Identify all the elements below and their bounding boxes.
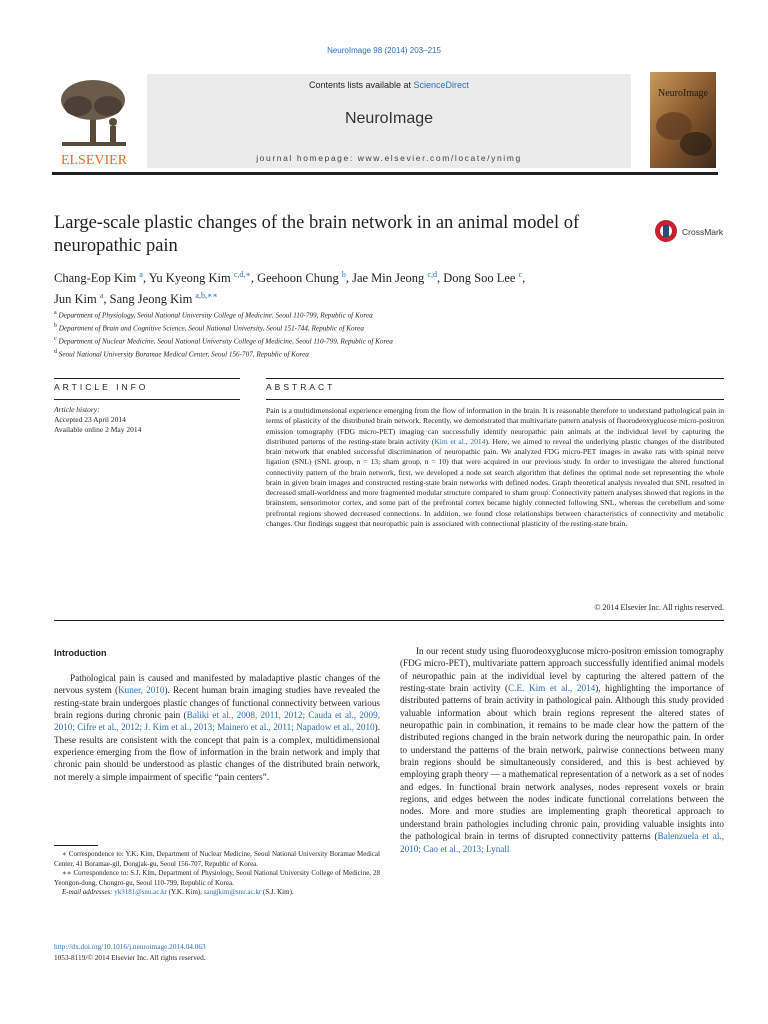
body-text: Pathological pain is caused and manifested by maladaptive plastic changes of the nervous system ( [54, 673, 380, 696]
author-name: Yu Kyeong Kim [148, 271, 231, 286]
author-affiliation-marker[interactable]: a [99, 291, 104, 301]
body-text: ). These results are consistent with the concept that pain is a complex, multidimensional experience emerging from the flow of information in the brain network and imply that chronic pain should be understood as plastic changes of the distributed brain network, not merely a simple impairment of specific “pain centers”. [54, 722, 380, 782]
copyright: © 2014 Elsevier Inc. All rights reserved. [594, 603, 724, 612]
journal-homepage[interactable]: journal homepage: www.elsevier.com/locate/ynimg [256, 153, 522, 163]
affiliation-marker: b [54, 322, 57, 329]
affiliation-marker: c [54, 335, 57, 342]
affiliation-item [54, 308, 654, 321]
author-name: Geehoon Chung [257, 271, 339, 286]
journal-title: NeuroImage [344, 110, 434, 127]
abstract-heading: ABSTRACT [266, 382, 336, 392]
intro-paragraph-2 [400, 645, 724, 855]
body-text: In our recent study using fluorodeoxyglucose micro-positron emission tomography (FDG micro-PET), multivariate pattern approach successfully identified animal models of neuropathic pain at the individual level by capturing the altered pattern of the resting-state brain activity ( [400, 646, 724, 694]
body-text: ). Recent human brain imaging studies have revealed the resting-state brain undergoes plastic changes of functional connectivity between various brain regions during chronic pain ( [54, 685, 381, 721]
author-affiliation-marker[interactable]: c [518, 270, 523, 279]
journal-citation[interactable]: NeuroImage 98 (2014) 203–215 [327, 46, 441, 55]
history-label: Article history: [54, 405, 100, 414]
contents-line [147, 80, 631, 90]
citation-link[interactable]: Kuner, 2010 [118, 685, 165, 696]
author-affiliation-marker[interactable]: c,d [427, 270, 437, 279]
affiliation-item [54, 334, 654, 347]
affiliation-text: Seoul National University Boramae Medical Center, Seoul 156-707, Republic of Korea [57, 350, 309, 359]
doi-block [54, 941, 206, 963]
email-owner-1: (Y.K. Kim), [166, 888, 204, 897]
author-affiliation-marker[interactable]: a,b,∗∗ [195, 291, 218, 301]
footnote-rule [54, 845, 98, 846]
affiliation-text: Department of Nuclear Medicine, Seoul National University College of Medicine, Seoul 110-799, Republic of Korea [56, 337, 393, 346]
accepted-date: Accepted 23 April 2014 [54, 415, 126, 424]
footnote-correspondence-1: ∗ Correspondence to: Y.K. Kim, Department of Nuclear Medicine, Seoul National University Boramae Medical Center, 41 Boramae-gil, Dongjak-gu, Seoul 156-707, Republic of Korea. [54, 850, 380, 868]
journal-cover-image [650, 72, 716, 168]
footnote-correspondence-2: ∗∗ Correspondence to: S.J. Kim, Department of Physiology, Seoul National University College of Medicine, 28 Yeongon-dong, Chongro-gu, Seoul 110-799, Republic of Korea. [54, 869, 380, 887]
affiliation-marker: a [54, 310, 57, 316]
citation-link[interactable]: Balenzuela et al., 2010; Cao et al., 2013; Lynall [400, 831, 724, 854]
online-date: Available online 2 May 2014 [54, 425, 142, 434]
abstract-part-2: ). Here, we aimed to reveal the underlying plastic changes of the distributed brain network that enabled successful discrimination of neuropathic pain. We analyzed FDG micro-PET images in awake rats with spinal nerve ligation (SNL) (SNL group, n = 13; sham group, n = 10) that were acquired in our previous study. In order to investigate the altered functional connectivity pattern of the brain network, first, we developed a node set search algorithm that defines the optimal node set representing the whole brain in given brain images and constructed resting-state brain networks with defined nodes. Graph theoretical analysis revealed that SNL resulted in decreased small-worldness and more fragmented modular structure compared to sham group. Connectivity pattern analyses showed that regions in the brainstem, sensorimotor cortex, and some part of the prefrontal cortex became highly connected following SNL, whereas the cerebellum and some prefrontal regions showed decreased connections. In addition, we found close relationships between characteristics of connectivity and metabolic changes. Our findings suggest that neuropathic pain is associated with connectional plasticity of the resting-state brain. [266, 436, 725, 528]
doi-link[interactable]: http://dx.doi.org/10.1016/j.neuroimage.2014.04.063 [54, 942, 206, 951]
crossmark-badge[interactable] [652, 216, 732, 246]
abstract-part-1: Pain is a multidimensional experience emerging from the flow of information in the brain. It is reasonable therefore to understand pathological pain in terms of plasticity of the distributed brain network. Recently, we demonstrated that multivariate pattern analysis of fluorodeoxyglucose micro-positron emission tomography (FDG micro-PET) imaging can successfully identify neuropathic pain animals at the individual level by capturing the distributed patterns of the resting-state brain activity ( [266, 406, 724, 446]
abstract-citation-link[interactable]: Kim et al., 2014 [434, 436, 486, 446]
author-name: Jun Kim [54, 292, 97, 307]
introduction-left-column [54, 672, 380, 783]
article-info-heading: ARTICLE INFO [54, 382, 149, 392]
affiliation-item [54, 321, 654, 334]
author-affiliation-marker[interactable]: a [139, 270, 143, 279]
article-info-rule [54, 399, 240, 400]
email-owner-2: (S.J. Kim). [261, 888, 294, 897]
author-affiliation-marker[interactable]: c,d,∗ [233, 270, 251, 279]
sciencedirect-link[interactable]: ScienceDirect [413, 80, 470, 90]
email-label: E-mail addresses: [62, 888, 113, 897]
header-rule [52, 172, 718, 175]
author-name: Dong Soo Lee [443, 271, 516, 286]
intro-paragraph-1 [54, 672, 380, 783]
introduction-right-column [400, 645, 724, 855]
email-link-1[interactable]: yk3181@snu.ac.kr [114, 888, 167, 897]
author-name: Sang Jeong Kim [109, 292, 193, 307]
crossmark-label: CrossMark [682, 227, 724, 237]
citation-link[interactable]: Baliki et al., 2008, 2011, 2012; Cauda et al., 2009, 2010; Cifre et al., 2012; J. Kim et al., 2013; Mainero et al., 2011; Napadow et al., 2010 [54, 710, 380, 733]
email-link-2[interactable]: sangjkim@snu.ac.kr [203, 888, 262, 897]
footnotes [54, 850, 380, 898]
author-affiliation-marker[interactable]: b [341, 270, 346, 279]
author-name: Jae Min Jeong [352, 271, 425, 286]
article-info-rule-top [54, 378, 240, 379]
abstract-text [266, 406, 724, 529]
abstract-rule-top [266, 378, 724, 379]
body-text: ), highlighting the importance of distributed patterns of brain activity in pathological pain. Although this study provided valuable information about which brain regions represent the altered states of neuropathic pain in combination, it remains to be made clear how the pattern of the distributed regions changed in the brain network during the neuropathic pain. In order to understand the patterns of the brain network, pairwise connections between many brain regions should be simultaneously considered, and this is best achieved by employing graph theory — a mathematical representation of a network as a set of nodes and edges. In functional brain network analyses, nodes represent voxels or brain regions, and edges between the nodes indicate functional correlations between the nodes. More and more studies are implementing graph theoretical approach to understand brain pathologies including chronic pain, providing valuable insights into the pathological brain in terms of disrupted connectivity patterns ( [400, 683, 724, 842]
article-title: Large-scale plastic changes of the brain network in an animal model of neuropathic pain [54, 213, 580, 256]
author-list: Chang-Eop Kim $^a$, Yu Kyeong Kim $^{c,d,∗}$, Geehoon Chung $^b$, Jae Min Jeong $^{c,d}$, Dong Soo Lee $^c$, Jun Kim $^a$, Sang Jeong Kim $^{a,b,∗∗}$ [54, 270, 526, 307]
affiliation-text: Department of Physiology, Seoul National University College of Medicine, Seoul 110-799, Republic of Korea [56, 311, 373, 320]
elsevier-logo [52, 76, 136, 168]
contents-prefix: Contents lists available at [308, 80, 414, 90]
footnote-emails [54, 888, 380, 898]
article-history [54, 405, 234, 435]
elsevier-wordmark: ELSEVIER [60, 153, 128, 168]
affiliation-marker: d [54, 348, 57, 355]
issn-copyright: 1053-8119/© 2014 Elsevier Inc. All rights reserved. [54, 953, 206, 962]
abstract-rule [266, 399, 724, 400]
affiliation-text: Department of Brain and Cognitive Science, Seoul National University, Seoul 151-744, Republic of Korea [57, 324, 364, 333]
affiliations [54, 308, 654, 360]
citation-link[interactable]: C.E. Kim et al., 2014 [508, 683, 596, 694]
author-name: Chang-Eop Kim [54, 271, 137, 286]
affiliation-item [54, 347, 654, 360]
introduction-heading: Introduction [54, 648, 107, 658]
cover-title: NeuroImage [658, 88, 708, 99]
abstract-bottom-rule [54, 620, 724, 621]
